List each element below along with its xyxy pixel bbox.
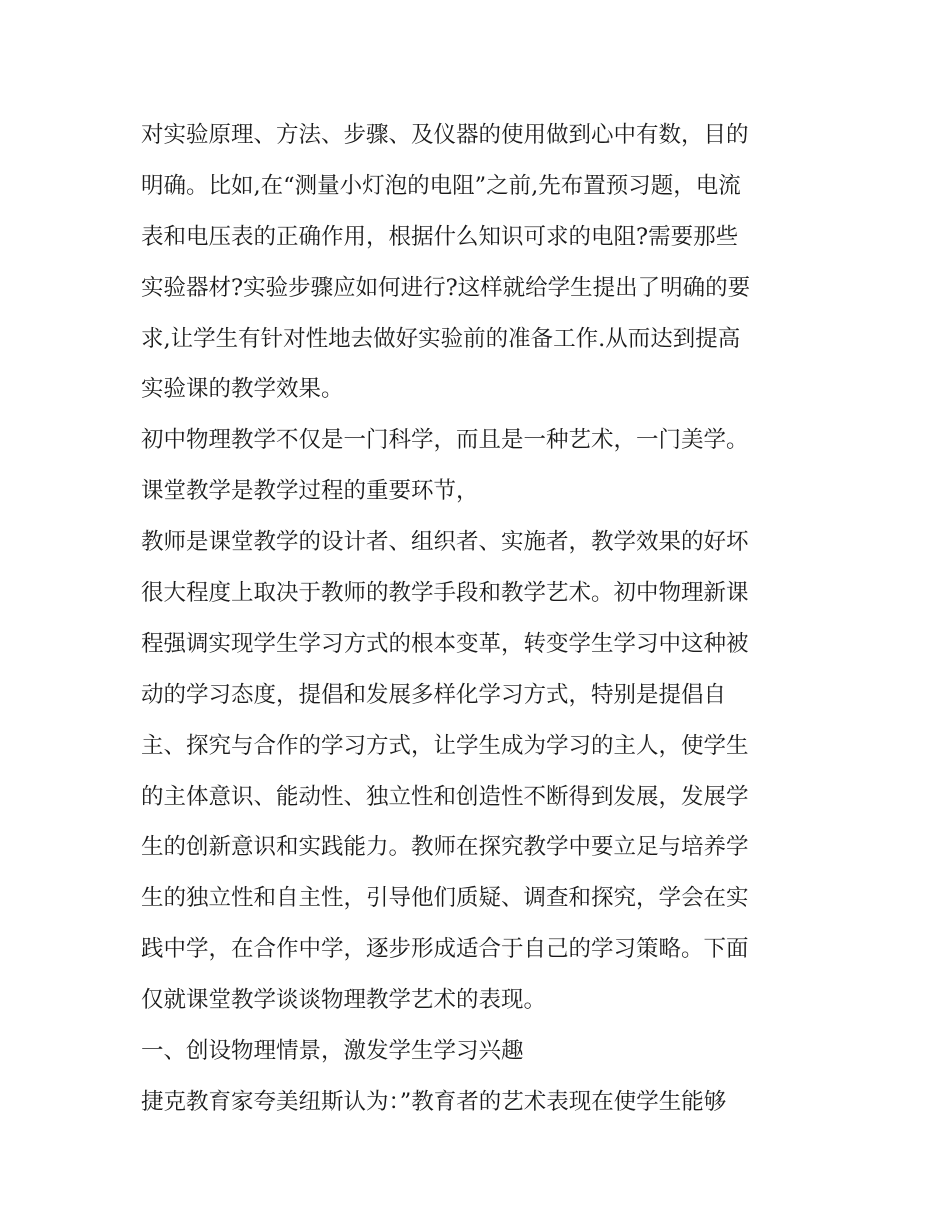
text-line: 仅就课堂教学谈谈物理教学艺术的表现。 [141,987,547,1014]
section-heading: 一、创设物理情景，激发学生学习兴趣 [141,1038,524,1065]
text-line: 主、探究与合作的学习方式，让学生成为学习的主人，使学生 [141,732,749,759]
text-line: 初中物理教学不仅是一门科学，而且是一种艺术，一门美学。 [141,427,749,454]
text-line: 生的独立性和自主性，引导他们质疑、调查和探究，学会在实 [141,885,749,912]
text-line: 明确。比如,在“测量小灯泡的电阻”之前,先布置预习题，电流 [141,172,741,199]
text-line: 践中学，在合作中学，逐步形成适合于自己的学习策略。下面 [141,936,749,963]
text-line: 的主体意识、能动性、独立性和创造性不断得到发展，发展学 [141,783,749,810]
text-line: 很大程度上取决于教师的教学手段和教学艺术。初中物理新课 [141,580,749,607]
text-line: 教师是课堂教学的设计者、组织者、实施者，教学效果的好坏 [141,529,749,556]
text-line: 课堂教学是教学过程的重要环节， [141,478,479,505]
text-line: 捷克教育家夸美纽斯认为：”教育者的艺术表现在使学生能够 [141,1088,727,1115]
text-line: 程强调实现学生学习方式的根本变革，转变学生学习中这种被 [141,630,749,657]
text-line: 对实验原理、方法、步骤、及仪器的使用做到心中有数，目的 [141,122,749,148]
body-text [141,110,821,1128]
text-line: 实验器材?实验步骤应如何进行?这样就给学生提出了明确的要 [141,274,751,301]
text-line: 表和电压表的正确作用，根据什么知识可求的电阻?需要那些 [141,223,739,250]
text-line: 动的学习态度，提倡和发展多样化学习方式，特别是提倡自 [141,681,727,708]
text-line: 生的创新意识和实践能力。教师在探究教学中要立足与培养学 [141,834,749,861]
text-line: 实验课的教学效果。 [141,376,344,403]
text-line: 求,让学生有针对性地去做好实验前的准备工作.从而达到提高 [141,325,741,352]
